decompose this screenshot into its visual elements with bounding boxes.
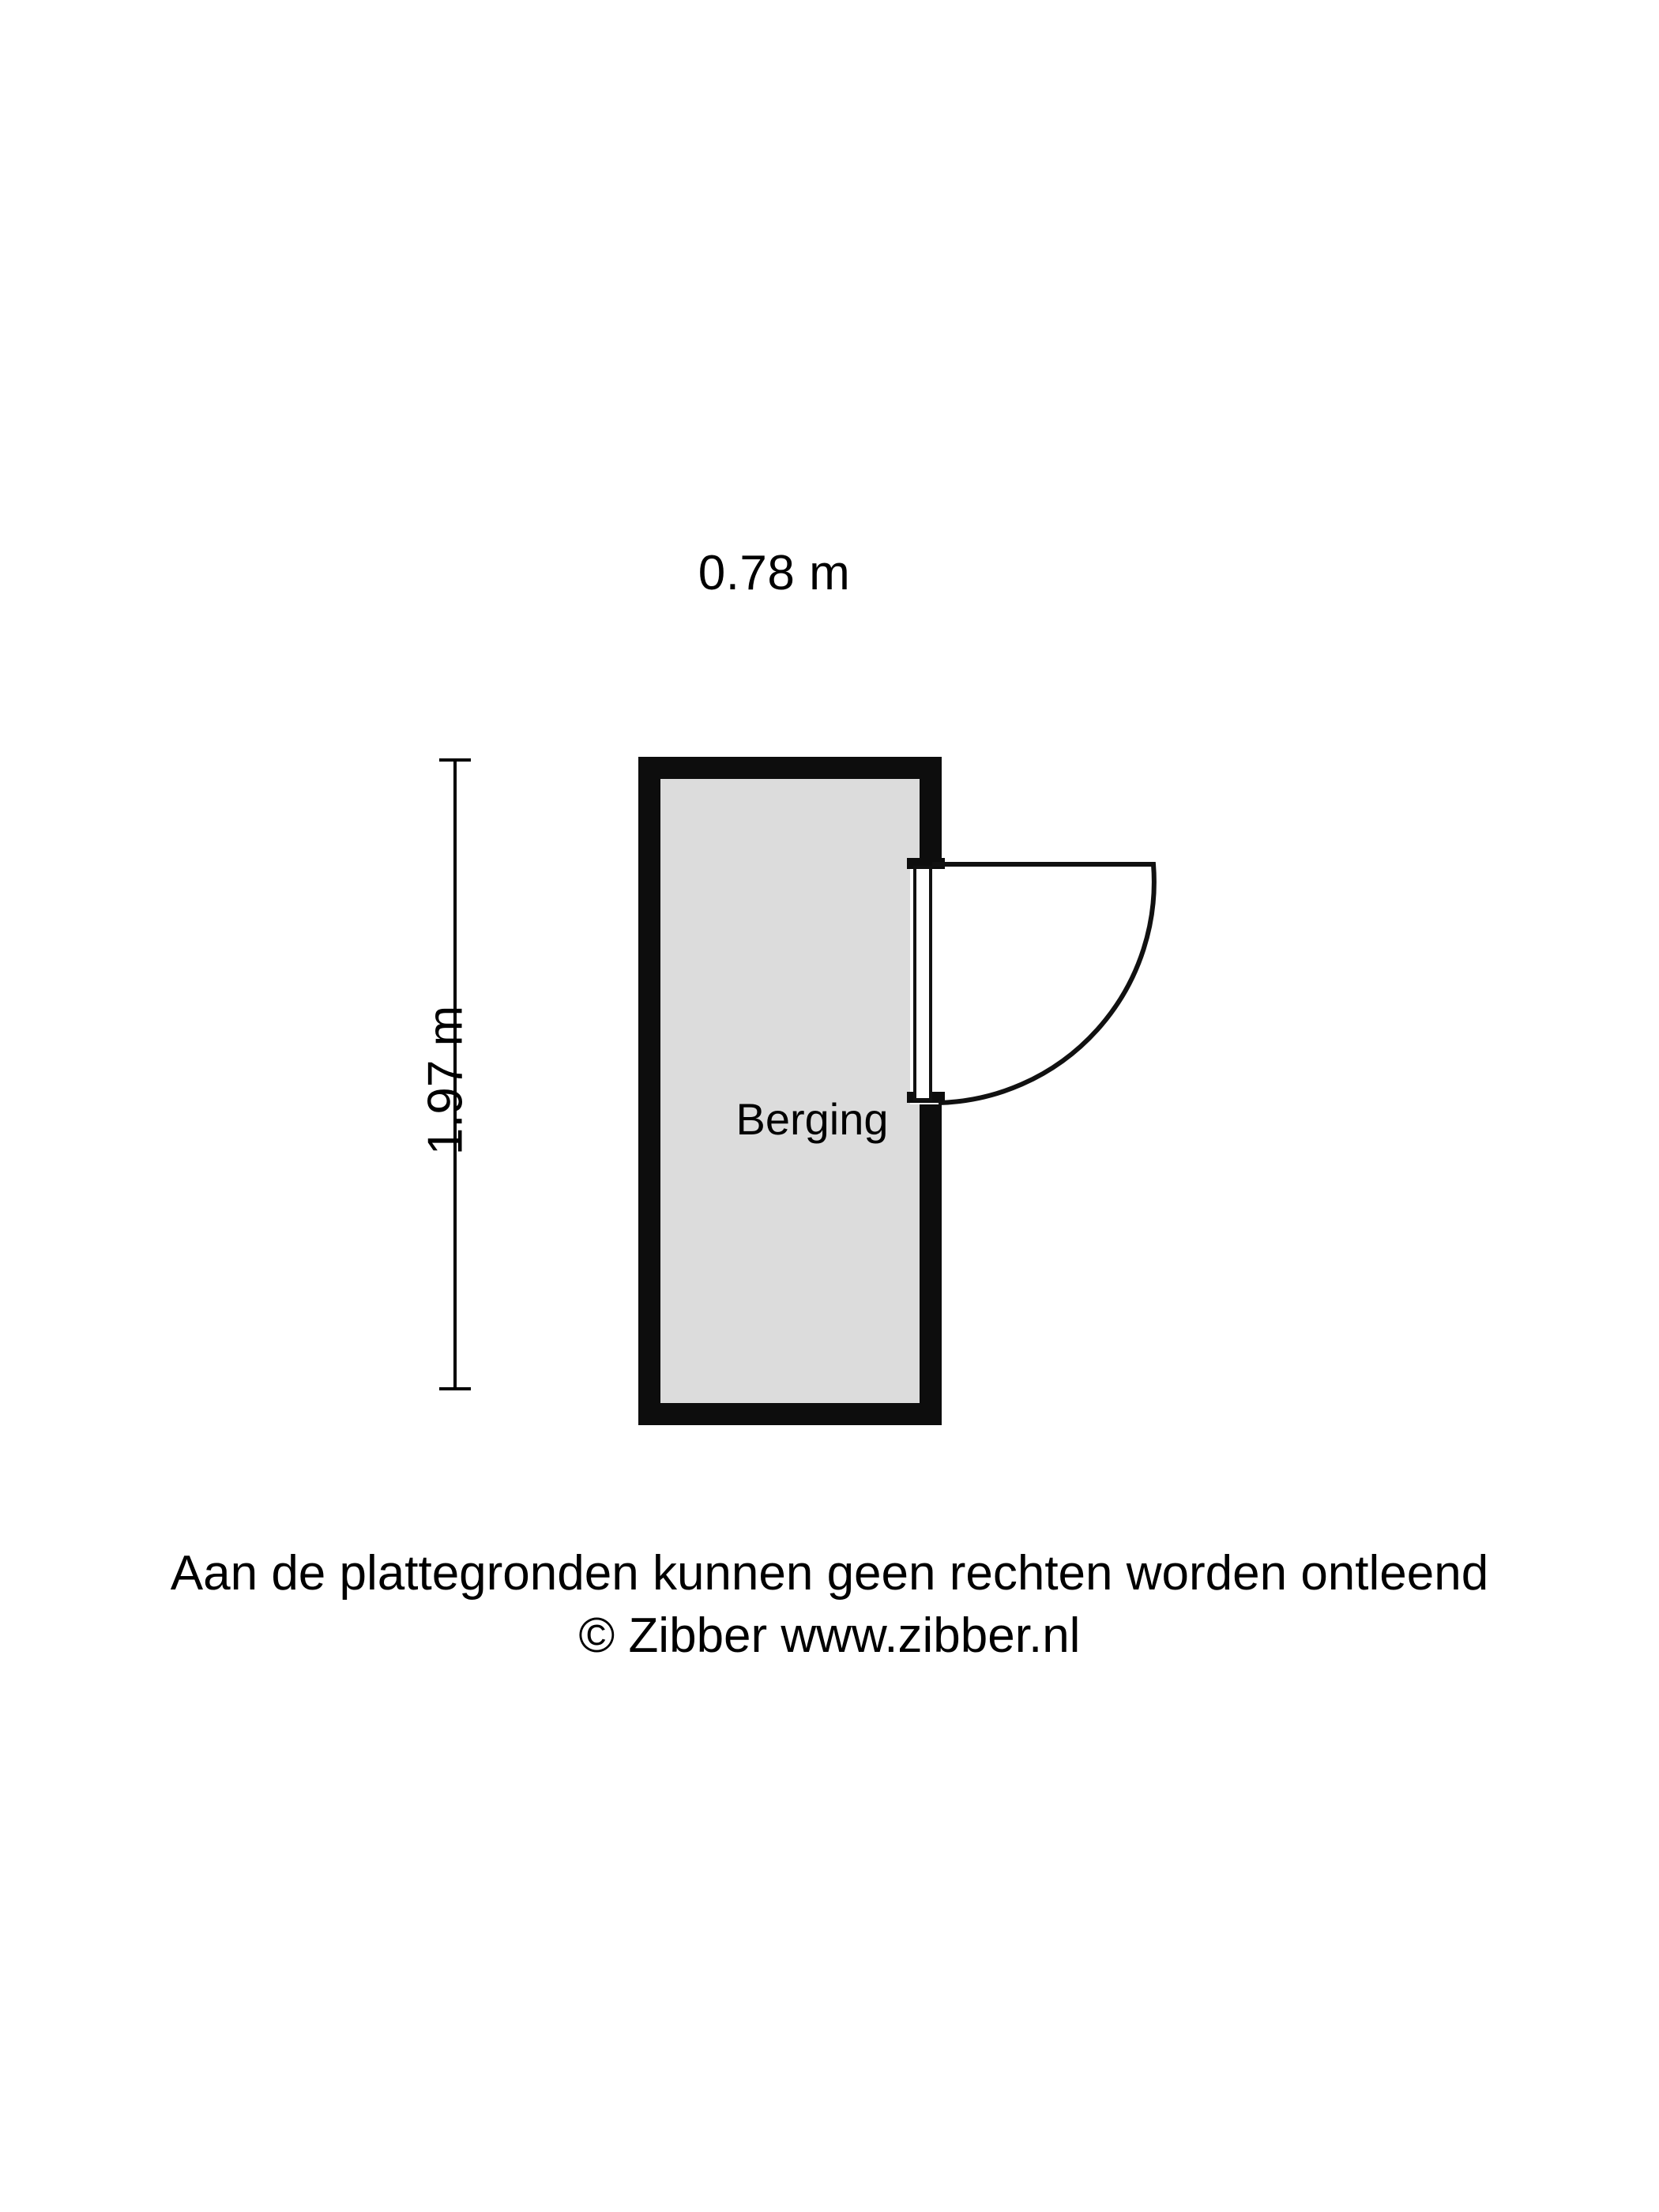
- disclaimer-text: Aan de plattegronden kunnen geen rechten worden ontleend: [170, 1546, 1489, 1601]
- door-swing-arc-icon: [932, 861, 1161, 1106]
- dimension-cap-bottom: [439, 1387, 471, 1390]
- room-label: Berging: [735, 1094, 889, 1144]
- disclaimer-block: [0, 1544, 1659, 1665]
- door-leaf-icon: [913, 866, 932, 1101]
- height-dimension-label: 1.97 m: [418, 1005, 473, 1156]
- width-dimension-label: 0.78 m: [698, 546, 851, 600]
- height-dimension: [411, 758, 537, 1390]
- room-floor-area: [660, 779, 920, 1403]
- copyright-text: © Zibber www.zibber.nl: [578, 1608, 1081, 1664]
- room-berging: [638, 757, 942, 1425]
